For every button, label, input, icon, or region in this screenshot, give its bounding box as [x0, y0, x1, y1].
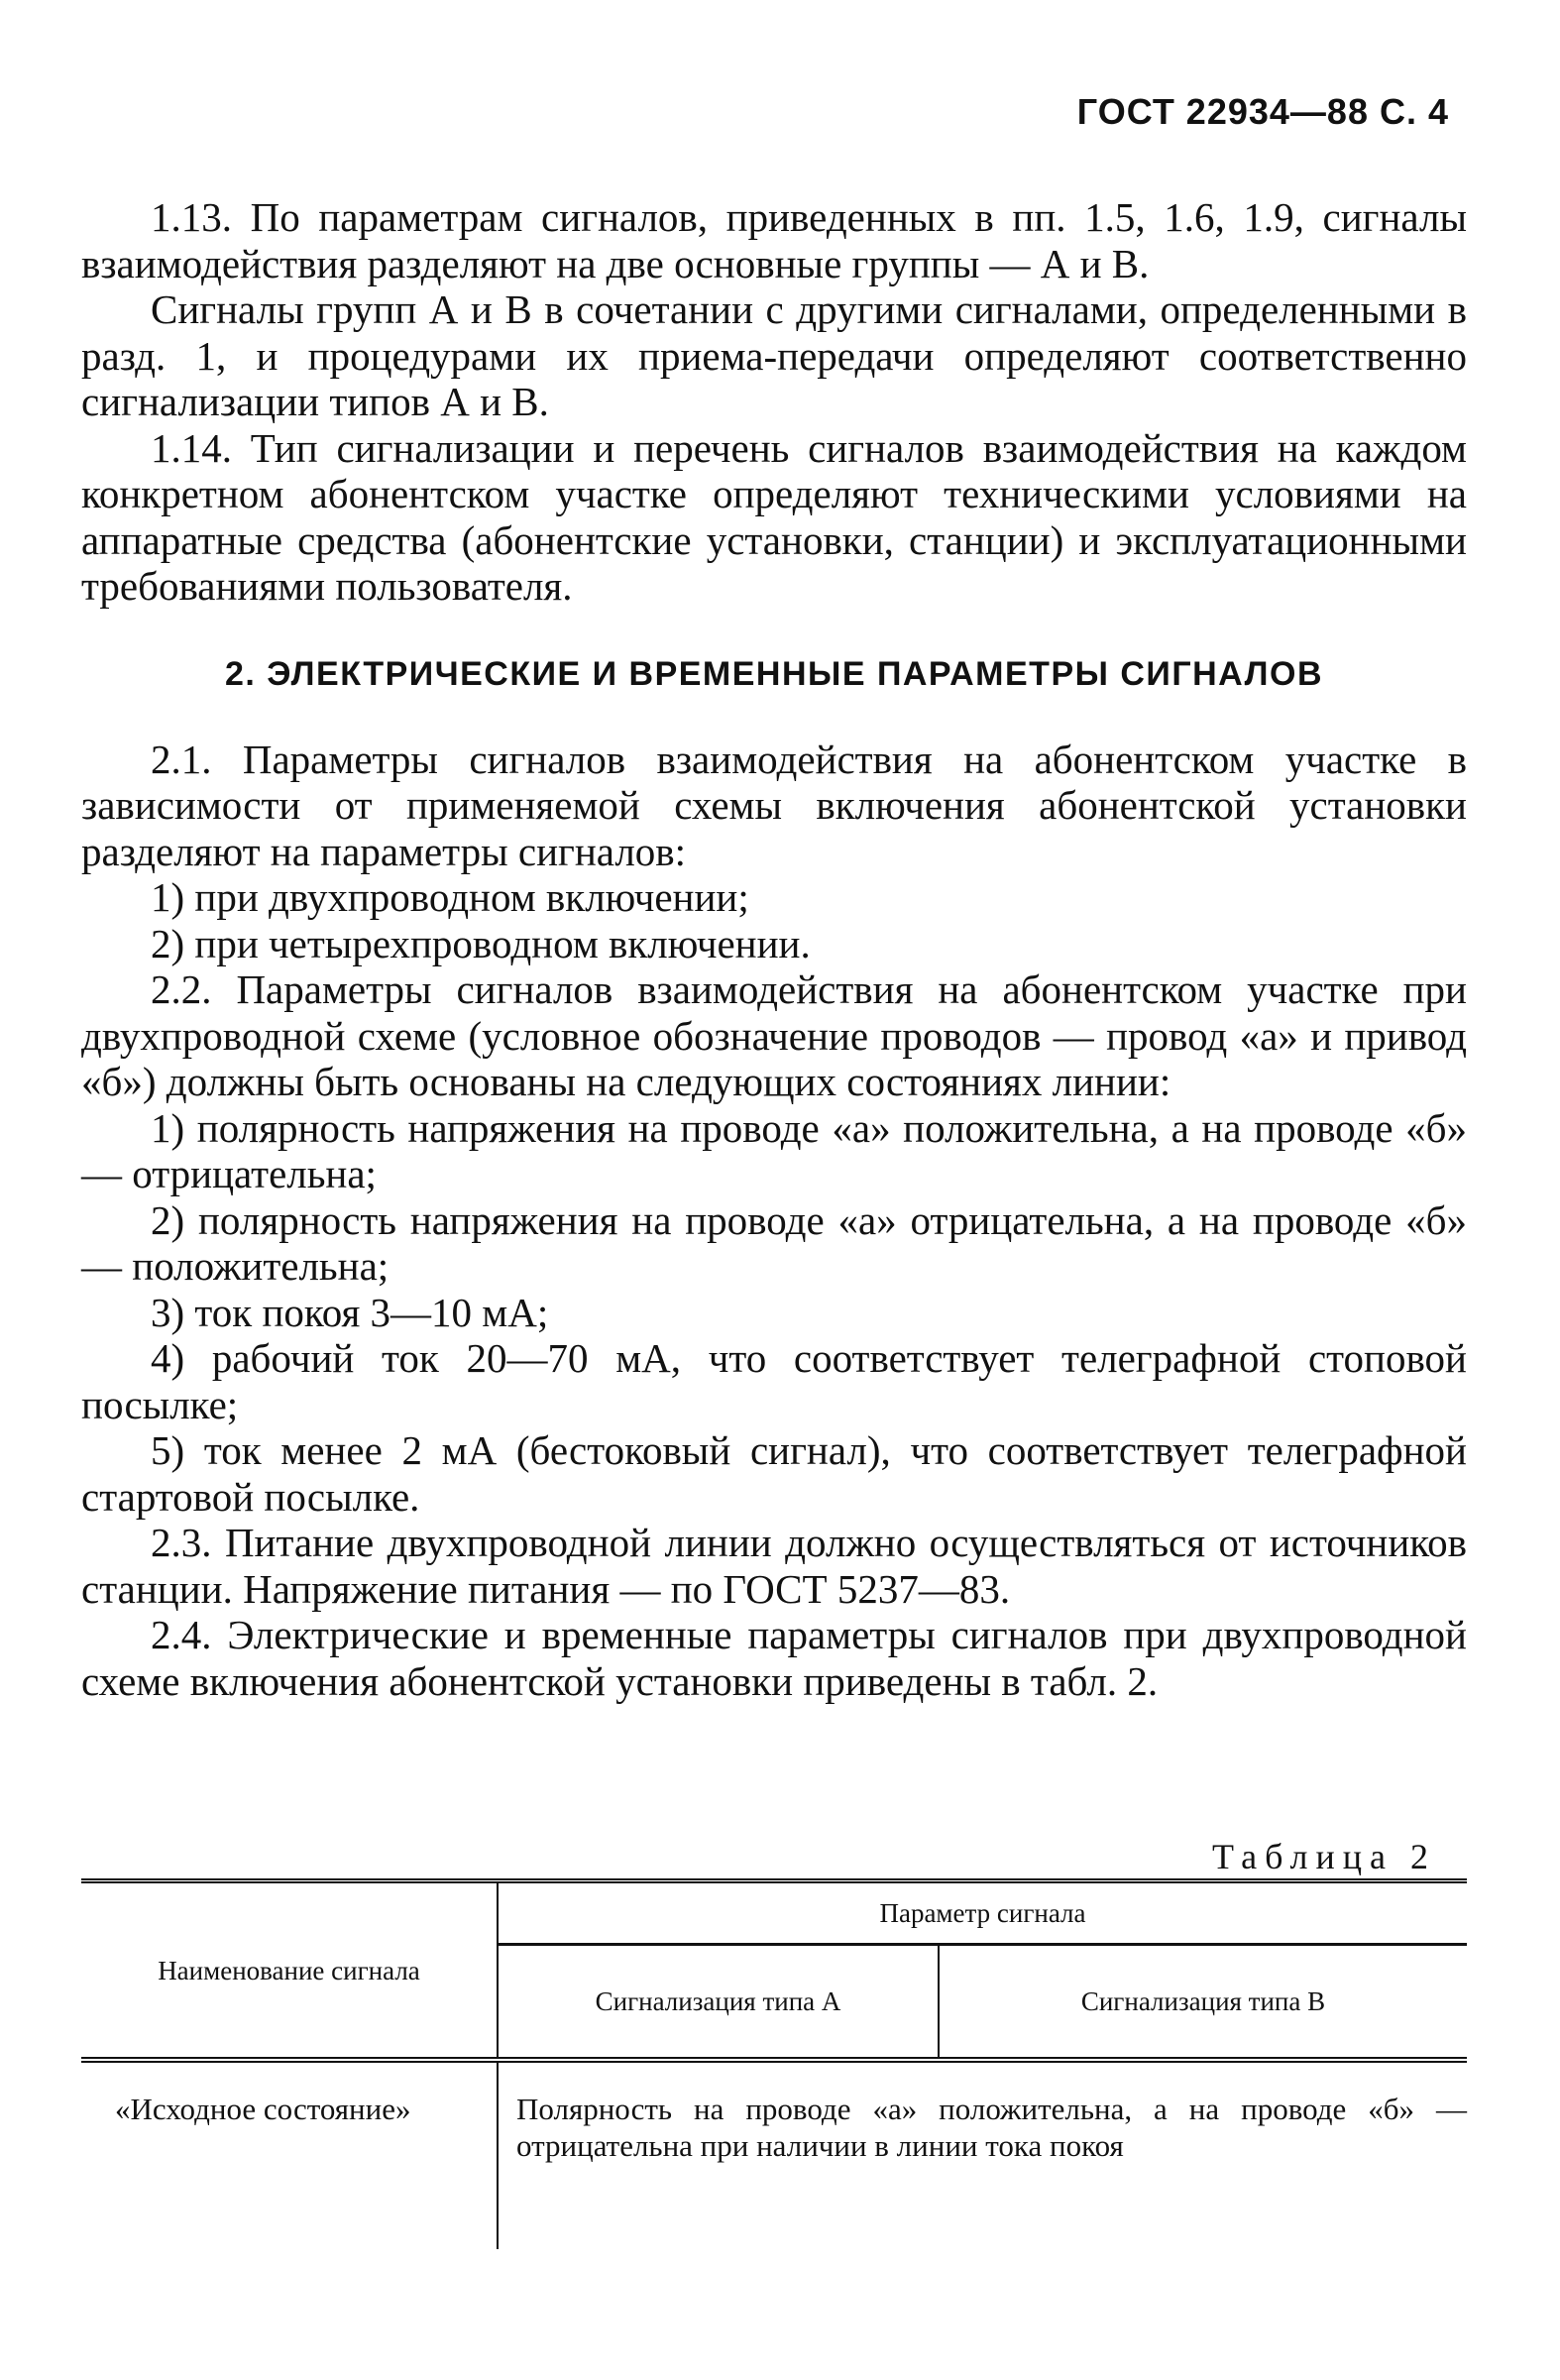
paragraph-2-4: 2.4. Электрические и временные параметры сигналов при двухпроводной схеме включения абонентской установки приведены в табл. 2. [81, 1612, 1467, 1704]
list-item: 3) ток покоя 3—10 мА; [151, 1289, 549, 1335]
paragraph-1-13-b: Сигналы групп А и В в сочетании с другими сигналами, определенными в разд. 1, и процедурами их приема-передачи определяют соответственно сигнализации типов А и В. [81, 286, 1467, 424]
page-header: ГОСТ 22934—88 С. 4 [1076, 91, 1449, 132]
signal-parameters-table [81, 1878, 1467, 2249]
cell-signal-name: «Исходное состояние» [81, 2060, 498, 2249]
paragraph-2-3: 2.3. Питание двухпроводной линии должно осуществляться от источников станции. Напряжение питания — по ГОСТ 5237—83. [81, 1520, 1467, 1612]
header-signal-parameter: Параметр сигнала [498, 1881, 1467, 1945]
list-item: 4) рабочий ток 20—70 мА, что соответствует телеграфной стоповой посылке; [81, 1335, 1467, 1427]
document-body [81, 194, 1467, 1704]
list-item: 5) ток менее 2 мА (бестоковый сигнал), что соответствует телеграфной стартовой посылке. [81, 1427, 1467, 1520]
list-item: 2) при четырехпроводном включении. [151, 920, 811, 966]
section-2-title: 2. ЭЛЕКТРИЧЕСКИЕ И ВРЕМЕННЫЕ ПАРАМЕТРЫ СИГНАЛОВ [224, 654, 1323, 693]
table-caption: Таблица 2 [1212, 1837, 1436, 1876]
table-row [81, 2060, 1467, 2249]
paragraph-1-13: 1.13. По параметрам сигналов, приведенных в пп. 1.5, 1.6, 1.9, сигналы взаимодействия разделяют на две основные группы — А и В. [81, 194, 1467, 286]
cell-signal-value: Полярность на проводе «а» положительна, а на проводе «б» — отрицательна при наличии в линии тока покоя [516, 2092, 1467, 2163]
header-signaling-type-b: Сигнализация типа В [939, 1945, 1467, 2061]
header-signal-name: Наименование сигнала [81, 1881, 498, 2061]
paragraph-2-2: 2.2. Параметры сигналов взаимодействия на абонентском участке при двухпроводной схеме (условное обозначение проводов — провод «а» и привод «б») должны быть основаны на следующих состояниях линии: [81, 966, 1467, 1104]
list-item: 1) полярность напряжения на проводе «а» положительна, а на проводе «б» — отрицательна; [81, 1104, 1467, 1196]
header-signaling-type-a: Сигнализация типа А [498, 1945, 939, 2061]
list-item: 1) при двухпроводном включении; [151, 874, 749, 920]
list-item: 2) полярность напряжения на проводе «а» отрицательна, а на проводе «б» — положительна; [81, 1196, 1467, 1289]
paragraph-2-1: 2.1. Параметры сигналов взаимодействия на абонентском участке в зависимости от применяемой схемы включения абонентской установки разделяют на параметры сигналов: [81, 736, 1467, 874]
paragraph-1-14: 1.14. Тип сигнализации и перечень сигналов взаимодействия на каждом конкретном абонентском участке определяют техническими условиями на аппаратные средства (абонентские установки, станции) и эксплуатационными требованиями пользователя. [81, 424, 1467, 609]
